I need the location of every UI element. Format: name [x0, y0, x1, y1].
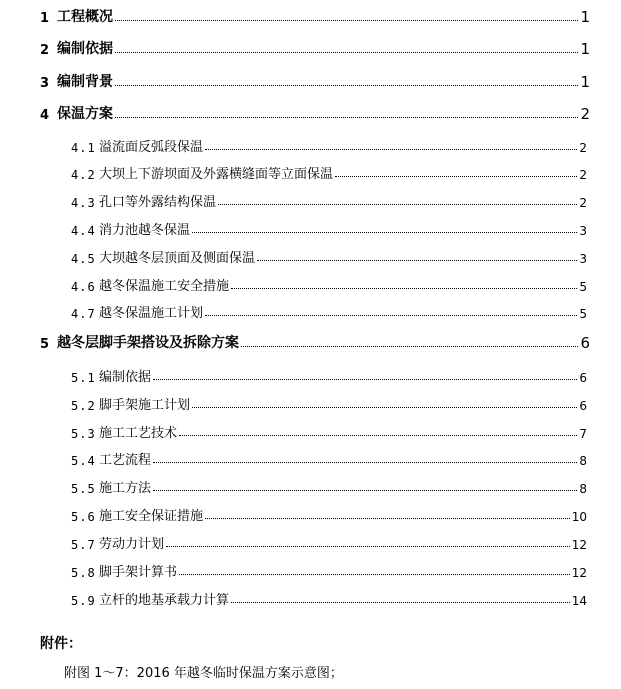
toc-entry-number: 5.3 [71, 427, 96, 441]
toc-entry-page: 2 [579, 168, 587, 182]
dot-leader [179, 573, 570, 575]
dot-leader [231, 287, 577, 289]
toc-entry-title: 越冬保温施工计划 [99, 306, 204, 321]
dot-leader [166, 545, 570, 547]
toc-entry-2[interactable] [40, 36, 590, 58]
toc-subentry-5-9[interactable] [71, 586, 587, 608]
dot-leader [257, 259, 577, 261]
toc-entry-title: 脚手架施工计划 [99, 398, 191, 413]
dot-leader [192, 231, 577, 233]
toc-entry-number: 3 [40, 76, 50, 91]
toc-entry-title: 编制依据 [57, 41, 113, 57]
toc-subentry-4-2[interactable] [71, 160, 587, 182]
toc-entry-title: 溢流面反弧段保温 [99, 140, 204, 155]
toc-entry-number: 5.5 [71, 482, 96, 496]
dot-leader [115, 19, 578, 21]
dot-leader [115, 116, 578, 118]
toc-entry-number: 5.6 [71, 510, 96, 524]
dot-leader [115, 84, 578, 86]
toc-entry-3[interactable] [40, 69, 590, 91]
toc-entry-page: 2 [579, 141, 587, 155]
toc-entry-number: 5 [40, 337, 50, 352]
dot-leader [192, 406, 577, 408]
toc-entry-page: 10 [571, 510, 587, 524]
toc-entry-title: 施工工艺技术 [99, 426, 178, 441]
toc-entry-number: 5.7 [71, 538, 96, 552]
toc-entry-page: 5 [579, 280, 587, 294]
toc-entry-title: 编制背景 [57, 74, 113, 90]
toc-subentry-4-5[interactable] [71, 244, 587, 266]
toc-subentry-5-2[interactable] [71, 391, 587, 413]
toc-subentry-4-1[interactable] [71, 133, 587, 155]
toc-entry-title: 孔口等外露结构保温 [99, 195, 217, 210]
toc-subentry-5-1[interactable] [71, 363, 587, 385]
toc-entry-page: 2 [579, 196, 587, 210]
toc-entry-title: 越冬层脚手架搭设及拆除方案 [57, 335, 239, 351]
toc-entry-title: 消力池越冬保温 [99, 223, 191, 238]
toc-subentry-5-6[interactable] [71, 502, 587, 524]
toc-entry-number: 5.1 [71, 371, 96, 385]
toc-entry-number: 5.8 [71, 566, 96, 580]
toc-subentry-5-7[interactable] [71, 530, 587, 552]
dot-leader [218, 203, 577, 205]
toc-entry-page: 7 [579, 427, 587, 441]
toc-entry-page: 3 [579, 252, 587, 266]
toc-entry-page: 12 [571, 538, 587, 552]
appendix-item: 附图 1～7：2016 年越冬临时保温方案示意图； [64, 666, 343, 681]
toc-entry-number: 5.2 [71, 399, 96, 413]
toc-entry-title: 工艺流程 [99, 453, 152, 468]
toc-subentry-5-4[interactable] [71, 446, 587, 468]
dot-leader [153, 378, 577, 380]
toc-subentry-4-7[interactable] [71, 299, 587, 321]
toc-entry-page: 3 [579, 224, 587, 238]
toc-entry-number: 4.6 [71, 280, 96, 294]
toc-subentry-5-5[interactable] [71, 474, 587, 496]
toc-subentry-4-6[interactable] [71, 272, 587, 294]
toc-entry-title: 脚手架计算书 [99, 565, 178, 580]
toc-entry-title: 大坝越冬层顶面及侧面保温 [99, 251, 256, 266]
toc-entry-title: 保温方案 [57, 106, 113, 122]
toc-entry-number: 4.1 [71, 141, 96, 155]
toc-entry-page: 14 [571, 594, 587, 608]
dot-leader [205, 148, 577, 150]
toc-entry-page: 6 [580, 334, 590, 352]
toc-entry-page: 12 [571, 566, 587, 580]
toc-entry-number: 1 [40, 11, 50, 26]
toc-entry-page: 8 [579, 482, 587, 496]
toc-entry-title: 大坝上下游坝面及外露横缝面等立面保温 [99, 167, 334, 182]
toc-entry-4[interactable] [40, 101, 590, 123]
toc-entry-title: 施工安全保证措施 [99, 509, 204, 524]
toc-entry-page: 1 [580, 73, 590, 91]
toc-subentry-4-4[interactable] [71, 216, 587, 238]
toc-entry-title: 编制依据 [99, 370, 152, 385]
toc-entry-page: 6 [579, 399, 587, 413]
toc-entry-number: 4.5 [71, 252, 96, 266]
dot-leader [205, 517, 570, 519]
toc-entry-page: 6 [579, 371, 587, 385]
dot-leader [115, 51, 578, 53]
toc-entry-page: 1 [580, 40, 590, 58]
dot-leader [179, 434, 577, 436]
dot-leader [241, 345, 578, 347]
toc-entry-page: 5 [579, 307, 587, 321]
toc-entry-title: 工程概况 [57, 9, 113, 25]
toc-entry-page: 8 [579, 454, 587, 468]
dot-leader [153, 489, 577, 491]
toc-entry-title: 施工方法 [99, 481, 152, 496]
toc-subentry-5-8[interactable] [71, 558, 587, 580]
appendix-heading: 附件： [40, 636, 82, 652]
toc-entry-number: 4.2 [71, 168, 96, 182]
toc-subentry-5-3[interactable] [71, 419, 587, 441]
dot-leader [153, 461, 577, 463]
toc-subentry-4-3[interactable] [71, 188, 587, 210]
toc-entry-number: 5.4 [71, 454, 96, 468]
toc-entry-number: 4.4 [71, 224, 96, 238]
toc-entry-number: 5.9 [71, 594, 96, 608]
toc-entry-5[interactable] [40, 330, 590, 352]
toc-entry-title: 越冬保温施工安全措施 [99, 279, 230, 294]
toc-entry-title: 劳动力计划 [99, 537, 165, 552]
dot-leader [205, 314, 577, 316]
toc-entry-1[interactable] [40, 4, 590, 26]
dot-leader [231, 601, 570, 603]
toc-entry-number: 2 [40, 43, 50, 58]
toc-entry-title: 立杆的地基承载力计算 [99, 593, 230, 608]
toc-entry-page: 1 [580, 8, 590, 26]
toc-entry-page: 2 [580, 105, 590, 123]
toc-entry-number: 4 [40, 108, 50, 123]
toc-entry-number: 4.7 [71, 307, 96, 321]
toc-entry-number: 4.3 [71, 196, 96, 210]
dot-leader [335, 175, 577, 177]
